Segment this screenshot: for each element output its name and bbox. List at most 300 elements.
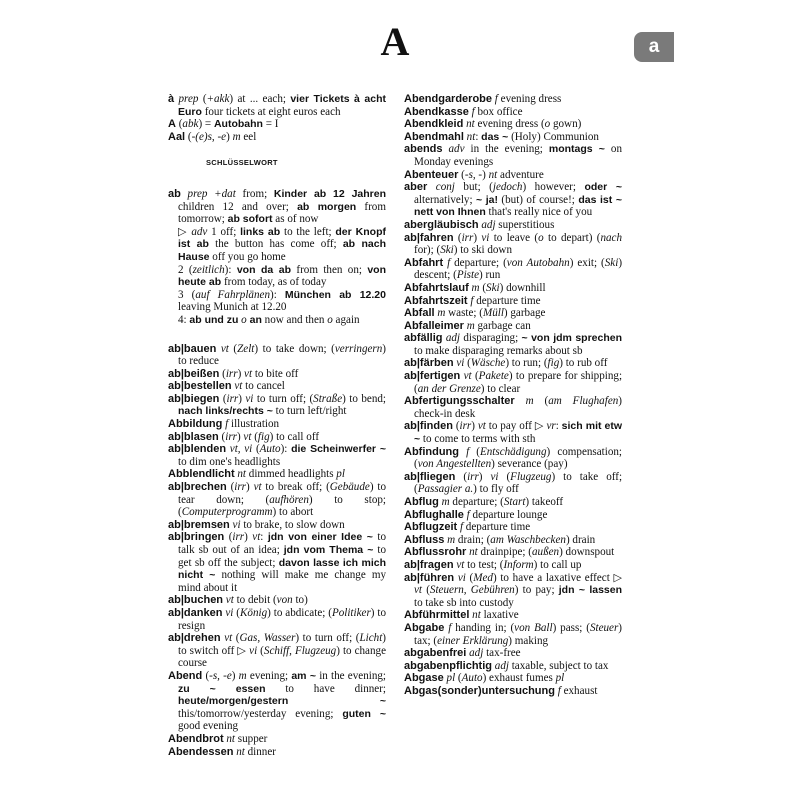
definition-text: ): xyxy=(280,443,292,456)
definition-text: on Monday evenings xyxy=(414,143,622,168)
grammar-label: Politiker xyxy=(331,606,371,619)
definition-text: 2 ( xyxy=(178,263,193,276)
definition-text: supper xyxy=(235,732,268,745)
grammar-label: Gebäude xyxy=(329,481,370,494)
definition-text: garbage can xyxy=(474,319,531,332)
headword: ab|bremsen xyxy=(168,518,230,531)
definition-text: to turn left/right xyxy=(272,405,347,418)
headword: à xyxy=(168,93,175,105)
grammar-label: vt xyxy=(252,531,261,544)
definition-text: ) to abort xyxy=(272,506,314,519)
grammar-label: m xyxy=(434,307,446,320)
grammar-label: von Autobahn xyxy=(506,256,570,269)
example-phrase: ~ ja! xyxy=(475,193,498,206)
definition-text: departure; ( xyxy=(450,256,507,269)
grammar-label: Licht xyxy=(359,632,383,645)
definition-text: taxable, subject to tax xyxy=(508,659,609,672)
definition-text: to debit ( xyxy=(233,594,277,607)
definition-text: to make disparaging remarks about sb xyxy=(414,344,583,357)
definition-text: to brake, to slow down xyxy=(240,518,345,531)
grammar-label: o xyxy=(538,231,544,244)
headword: ab|finden xyxy=(404,420,453,433)
grammar-label: vt xyxy=(220,632,233,645)
example-phrase: montags ~ xyxy=(548,143,605,156)
definition-text: 1 off; xyxy=(207,225,241,238)
definition-text: ( xyxy=(175,118,183,131)
definition-text: four tickets at eight euros each xyxy=(201,105,341,118)
sense-block xyxy=(168,264,386,289)
grammar-label: Flugzeug xyxy=(510,470,552,483)
dictionary-entry xyxy=(404,332,622,357)
definition-text: drain; ( xyxy=(455,533,491,546)
dictionary-entry xyxy=(404,672,622,685)
definition-text: ) xyxy=(226,130,233,143)
grammar-label: irr xyxy=(225,367,238,380)
example-phrase: ab und zu xyxy=(189,313,239,326)
grammar-label: f xyxy=(554,684,561,697)
definition-text: departure; ( xyxy=(449,496,504,508)
headword: ab|danken xyxy=(168,606,223,619)
grammar-label: Auto xyxy=(461,672,483,685)
grammar-label: von xyxy=(276,594,293,607)
grammar-label: irr xyxy=(232,531,245,544)
definition-text: children 12 and over; xyxy=(178,200,298,213)
definition-text: ) making xyxy=(508,634,549,647)
definition-text: ( xyxy=(455,470,468,483)
definition-text: to the left; xyxy=(280,225,336,238)
dictionary-entry xyxy=(404,282,622,295)
definition-text: to dim one's headlights xyxy=(178,455,281,468)
definition-text: ) to rub off xyxy=(559,357,608,370)
definition-text: to cancel xyxy=(242,380,285,393)
definition-text: to break off; ( xyxy=(261,481,330,494)
definition-text: ) severance (pay) xyxy=(491,458,568,471)
headword: A xyxy=(168,118,176,131)
entry-list-left xyxy=(168,343,386,759)
headword: ab|bestellen xyxy=(168,380,232,393)
grammar-label: nt xyxy=(469,609,481,622)
grammar-label: o xyxy=(544,118,551,131)
grammar-label: an der Grenze xyxy=(417,382,481,395)
grammar-label: vt xyxy=(453,558,465,571)
grammar-label: +akk xyxy=(206,93,230,105)
definition-text: ( xyxy=(252,443,260,456)
grammar-label: nt xyxy=(466,546,478,559)
example-phrase: davon lasse ich mich nicht ~ xyxy=(178,556,386,582)
grammar-label: außen xyxy=(531,546,560,559)
grammar-label: vi xyxy=(245,392,254,405)
grammar-label: Med xyxy=(473,571,493,584)
definition-text: ) to reduce xyxy=(178,342,386,368)
top-entries xyxy=(168,93,386,143)
example-phrase: links ab xyxy=(240,225,281,238)
definition-text: = I xyxy=(262,118,279,131)
definition-text: ) xyxy=(478,470,491,483)
dictionary-entry xyxy=(168,481,386,519)
definition-text: ( xyxy=(226,481,235,494)
dictionary-entry xyxy=(168,380,386,393)
headword: ab|führen xyxy=(404,571,455,584)
definition-text: evening dress xyxy=(497,93,562,105)
example-phrase: heute/morgen/gestern ~ xyxy=(178,695,386,708)
dictionary-entry xyxy=(168,118,386,131)
dictionary-entry xyxy=(168,632,386,670)
headword: Abendkleid xyxy=(404,118,464,131)
definition-text: ) run xyxy=(479,269,501,282)
definition-text: from; xyxy=(235,187,274,200)
grammar-label: vt, vi xyxy=(226,443,253,456)
definition-text: departure time xyxy=(463,521,531,534)
headword: ab|blenden xyxy=(168,443,227,456)
definition-text: ( xyxy=(233,606,240,619)
grammar-label: irr xyxy=(467,470,479,483)
example-phrase: ab morgen xyxy=(297,200,357,213)
dictionary-entry xyxy=(404,647,622,660)
definition-text: gown) xyxy=(550,118,582,131)
example-phrase: jdn vom Thema ~ xyxy=(283,544,374,556)
dictionary-entry xyxy=(404,93,622,106)
grammar-label: Steuer xyxy=(589,621,619,634)
dictionary-entry xyxy=(404,559,622,572)
definition-text: ) xyxy=(231,669,239,682)
grammar-label: nt xyxy=(234,468,247,481)
left-column xyxy=(168,93,386,758)
headword: ab|blasen xyxy=(168,430,219,443)
headword: aber xyxy=(404,181,428,194)
grammar-label: verringern xyxy=(334,342,383,355)
grammar-label: abk xyxy=(182,118,199,131)
grammar-label: Müll xyxy=(482,307,504,320)
grammar-label: nach xyxy=(600,231,623,244)
dictionary-entry xyxy=(168,594,386,607)
grammar-label: -s, -e xyxy=(209,669,232,682)
grammar-label: fig xyxy=(257,430,270,443)
definition-text: ) to ski down xyxy=(453,244,512,257)
headword: abends xyxy=(404,143,443,156)
definition-text: ) to switch off ▷ xyxy=(178,632,386,657)
definition-text: to test; ( xyxy=(464,558,504,571)
definition-text: ) xyxy=(238,392,246,405)
definition-text: ( xyxy=(471,370,479,383)
definition-text: ▷ xyxy=(178,225,192,238)
grammar-label: Straße xyxy=(313,392,343,405)
thumb-index-tab[interactable]: a xyxy=(634,32,674,62)
grammar-label: irr xyxy=(225,430,237,443)
example-phrase: die Scheinwerfer ~ xyxy=(291,443,386,456)
grammar-label: Computerprogramm xyxy=(181,506,273,519)
definition-text: ) descent; ( xyxy=(414,256,623,282)
dictionary-entry xyxy=(168,418,386,431)
headword: Abendbrot xyxy=(168,732,224,745)
dictionary-entry xyxy=(168,746,386,759)
grammar-label: Schiff, Flugzeug xyxy=(263,644,337,657)
definition-text: but; ( xyxy=(454,181,493,194)
definition-text: ) xyxy=(482,168,489,181)
definition-text: ): xyxy=(270,288,285,301)
definition-text: exhaust xyxy=(560,684,598,697)
grammar-label: pl xyxy=(443,672,456,685)
grammar-label: conj xyxy=(427,181,455,194)
example-phrase: guten ~ xyxy=(342,707,386,720)
definition-text: ( xyxy=(498,470,511,483)
definition-text: to have dinner; xyxy=(265,682,386,695)
definition-text: ) xyxy=(471,420,478,433)
grammar-label: irr xyxy=(234,481,246,494)
headword: Abflughalle xyxy=(404,508,464,521)
grammar-label: m xyxy=(444,533,456,546)
headword: Abfahrt xyxy=(404,256,444,269)
dictionary-entry xyxy=(168,343,386,368)
example-phrase: ~ von jdm sprechen xyxy=(521,332,623,345)
grammar-label: vt xyxy=(414,584,423,597)
definition-text: to turn off; ( xyxy=(253,392,314,405)
grammar-label: von Ball xyxy=(514,621,553,634)
definition-text: (but) of course!; xyxy=(497,193,579,206)
headword: Abgase xyxy=(404,672,444,685)
grammar-label: pl xyxy=(336,468,345,481)
definition-text: ) to turn off; ( xyxy=(295,632,360,645)
dictionary-entry xyxy=(404,106,622,119)
example-phrase: nach links/rechts ~ xyxy=(178,405,273,418)
grammar-label: jedoch xyxy=(492,181,523,194)
grammar-label: f xyxy=(468,105,475,118)
grammar-label: adj xyxy=(466,647,484,660)
definition-text: : xyxy=(475,130,482,143)
example-phrase: der Knopf ist ab xyxy=(178,225,386,251)
headword: Abflug xyxy=(404,496,439,508)
dictionary-entry xyxy=(404,307,622,320)
grammar-label: Start xyxy=(503,496,526,508)
dictionary-entry xyxy=(404,232,622,257)
definition-text: ) at ... each; xyxy=(229,93,291,105)
grammar-label: f xyxy=(458,445,470,458)
definition-text: ) to abdicate; ( xyxy=(267,606,332,619)
definition-text: as of now xyxy=(272,213,319,226)
definition-text: good evening xyxy=(178,720,239,733)
dictionary-entry xyxy=(404,685,622,698)
grammar-label: f xyxy=(443,256,451,269)
definition-text: disparaging; xyxy=(460,332,522,345)
grammar-label: Pakete xyxy=(478,370,509,383)
definition-text: in the evening; xyxy=(464,143,549,156)
example-phrase: von heute ab xyxy=(178,263,386,289)
headword: Abendessen xyxy=(168,745,234,758)
definition-text: leaving Munich at 12.20 xyxy=(178,301,287,314)
entry-gap xyxy=(168,327,386,343)
definition-text: ) to bend; xyxy=(342,392,386,405)
example-phrase: jdn von einer Idee ~ xyxy=(267,531,373,544)
definition-text: ) to fly off xyxy=(473,483,519,496)
grammar-label: irr xyxy=(461,231,474,244)
definition-text: ) takeoff xyxy=(525,496,564,508)
grammar-label: fig xyxy=(547,357,560,370)
definition-text: to pay off ▷ xyxy=(485,420,547,433)
definition-text: ) drain xyxy=(565,533,596,546)
headword: Abgabe xyxy=(404,621,445,634)
dictionary-entry xyxy=(168,93,386,118)
definition-text: ) = xyxy=(198,118,214,131)
definition-text: tax-free xyxy=(483,647,521,660)
definition-text: illustration xyxy=(228,418,280,431)
definition-text: ): xyxy=(224,263,237,276)
dictionary-entry xyxy=(404,131,622,144)
definition-text: ) to change course xyxy=(178,644,386,670)
example-phrase: Kinder ab 12 Jahren xyxy=(273,187,387,200)
grammar-label: am Flughafen xyxy=(548,395,619,408)
sense-block xyxy=(168,314,386,327)
definition-text: ( xyxy=(219,367,226,380)
headword: Abfalleimer xyxy=(404,319,464,332)
grammar-label: König xyxy=(240,606,268,619)
definition-text: ( xyxy=(465,571,474,584)
grammar-label: m xyxy=(463,319,475,332)
headword: Abführmittel xyxy=(404,609,470,622)
headword: ab xyxy=(168,187,181,200)
definition-text: adventure xyxy=(497,168,544,181)
grammar-label: Auto xyxy=(259,443,281,456)
definition-text: ( xyxy=(455,672,462,685)
definition-text: from then on; xyxy=(291,263,368,276)
definition-text: ) xyxy=(473,231,482,244)
definition-text: to take sb into custody xyxy=(414,596,514,609)
grammar-label: adj xyxy=(478,218,496,231)
section-letter-heading: A xyxy=(380,19,410,64)
definition-text: 3 ( xyxy=(178,288,196,301)
example-phrase: am ~ xyxy=(291,669,316,682)
grammar-label: vi xyxy=(249,644,258,657)
example-phrase: ab nach Hause xyxy=(178,238,386,263)
grammar-label: einer Erklärung xyxy=(437,634,509,647)
grammar-label: nt xyxy=(463,118,475,131)
definition-text: in the evening; xyxy=(315,669,386,682)
definition-text: evening dress ( xyxy=(474,118,545,131)
definition-text: from tomorrow; xyxy=(178,200,386,226)
definition-text: ) to run; ( xyxy=(505,357,548,370)
definition-text: ) however; xyxy=(522,181,585,194)
definition-text: alternatively; xyxy=(414,193,476,206)
grammar-label: Gas, Wasser xyxy=(239,632,296,645)
dictionary-entry xyxy=(404,546,622,559)
dictionary-entry xyxy=(404,496,622,509)
definition-text: ( xyxy=(464,357,471,370)
definition-text: ) to call up xyxy=(533,558,582,571)
grammar-label: vt xyxy=(460,370,472,383)
headword: abgabenpflichtig xyxy=(404,659,492,672)
definition-text: ( xyxy=(533,395,549,408)
definition-text: dinner xyxy=(244,745,276,758)
definition-text: ( xyxy=(185,130,192,143)
definition-text: ( xyxy=(479,281,487,294)
definition-text: ) downhill xyxy=(499,281,546,294)
headword: ab|fahren xyxy=(404,231,454,244)
definition-text: ( xyxy=(422,584,430,597)
grammar-label: vi xyxy=(481,231,490,244)
definition-text: off you go home xyxy=(209,250,286,263)
grammar-label: o xyxy=(327,313,333,326)
definition-text: to depart) ( xyxy=(543,231,601,244)
dictionary-entry xyxy=(404,370,622,395)
dictionary-entry xyxy=(404,118,622,131)
definition-text: laxative xyxy=(480,609,519,622)
headword: ab|beißen xyxy=(168,367,220,380)
dictionary-entry xyxy=(404,446,622,471)
definition-text: ) to stop; ( xyxy=(178,493,386,519)
definition-text: ) to tear down; ( xyxy=(178,481,387,506)
headword: Abfall xyxy=(404,307,435,320)
grammar-label: prep xyxy=(174,93,199,105)
dictionary-entry xyxy=(404,420,622,445)
example-phrase: das ~ xyxy=(481,130,509,143)
definition-text: now and then xyxy=(261,313,328,326)
headword: abergläubisch xyxy=(404,218,479,231)
definition-text: 4: xyxy=(178,313,190,326)
dictionary-entry xyxy=(404,609,622,622)
definition-text: ) to pay; xyxy=(514,584,559,597)
dictionary-entry xyxy=(404,219,622,232)
grammar-label: Steuern, Gebühren xyxy=(429,584,515,597)
example-phrase: von da ab xyxy=(236,263,292,276)
headword: Abfluss xyxy=(404,533,445,546)
example-phrase: das ist ~ nett von Ihnen xyxy=(414,193,622,219)
definition-text: to) xyxy=(292,594,308,607)
grammar-label: vi xyxy=(453,357,465,370)
grammar-label: nt xyxy=(233,745,245,758)
headword: abgabenfrei xyxy=(404,647,467,660)
headword: ab|färben xyxy=(404,357,454,370)
definition-text: ( xyxy=(218,430,226,443)
definition-text: ) to take off; ( xyxy=(414,470,623,496)
grammar-label: vi xyxy=(454,571,466,584)
definition-text: ( xyxy=(453,231,462,244)
grammar-label: adv xyxy=(442,143,465,156)
keyword-label: SCHLÜSSELWORT xyxy=(206,158,278,168)
grammar-label: vi xyxy=(490,470,499,483)
dictionary-entry xyxy=(168,131,386,144)
sense-block xyxy=(168,289,386,314)
definition-text: ) compensation; ( xyxy=(414,445,623,471)
grammar-label: Zelt xyxy=(237,342,255,355)
definition-text: ) xyxy=(237,367,245,380)
dictionary-entry xyxy=(404,295,622,308)
grammar-label: aufhören xyxy=(269,493,309,506)
headword: Abgas(sonder)untersuchung xyxy=(404,684,555,697)
dictionary-entry xyxy=(168,468,386,481)
grammar-label: f xyxy=(457,521,464,534)
dictionary-entry xyxy=(404,320,622,333)
headword: Abblendlicht xyxy=(168,468,235,481)
grammar-label: nt xyxy=(223,732,236,745)
grammar-label: irr xyxy=(459,420,472,433)
headword: Abfahrtszeit xyxy=(404,294,468,307)
grammar-label: vr xyxy=(546,420,556,433)
definition-text: ( xyxy=(198,93,207,105)
definition-text: box office xyxy=(474,105,523,118)
grammar-label: o xyxy=(238,313,247,326)
definition-text: drainpipe; ( xyxy=(477,546,532,559)
dictionary-entry xyxy=(404,622,622,647)
definition-text: ( xyxy=(228,342,238,355)
headword: abfällig xyxy=(404,332,443,345)
keyword-entry-ab xyxy=(168,188,386,327)
dictionary-entry xyxy=(404,572,622,610)
grammar-label: Entschädigung xyxy=(479,445,547,458)
definition-text: handing in; ( xyxy=(451,621,515,634)
definition-text: ) xyxy=(246,481,254,494)
dictionary-entry xyxy=(168,519,386,532)
definition-text: ) to call off xyxy=(269,430,320,443)
definition-text: this/tomorrow/yesterday evening; xyxy=(178,707,343,720)
dictionary-entry xyxy=(404,471,622,496)
